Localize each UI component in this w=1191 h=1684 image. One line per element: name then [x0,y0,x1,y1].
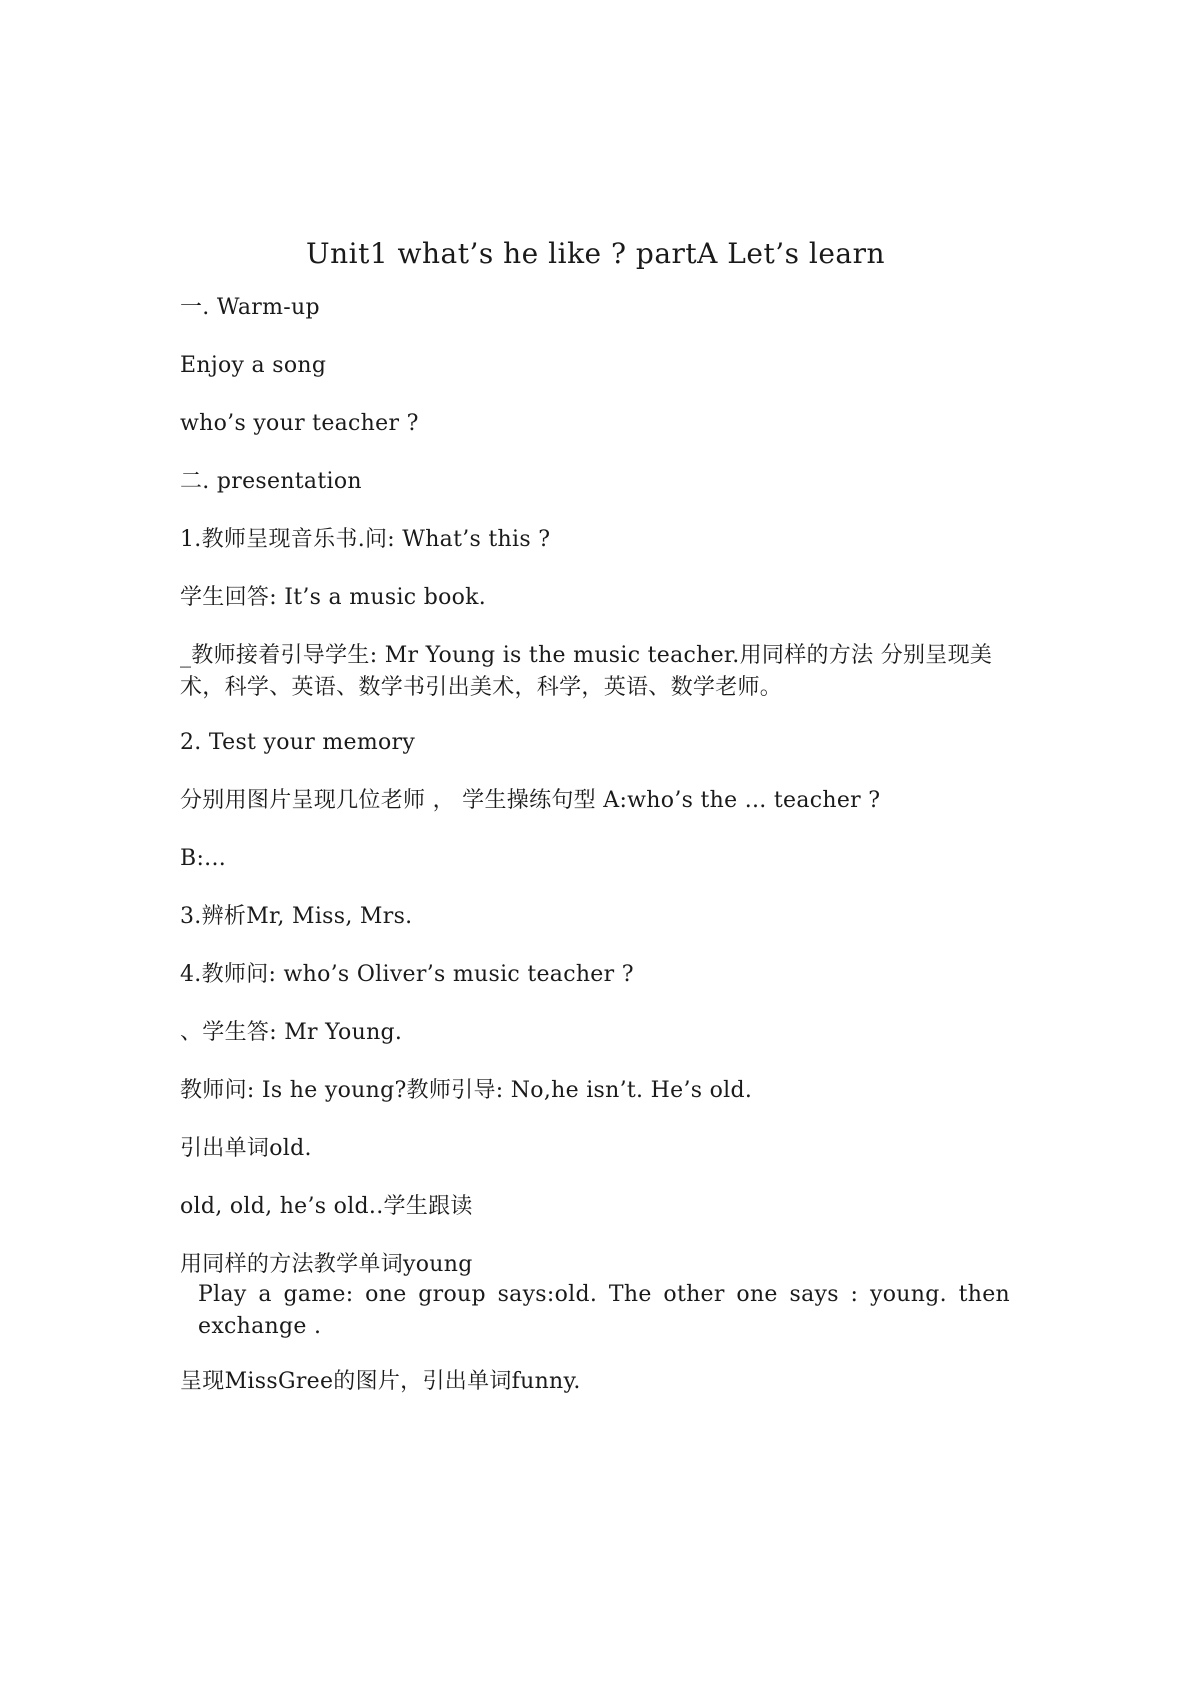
section-heading-presentation: 二. presentation [180,469,362,494]
text-paragraph: Play a game: one group says:old. The other one says : young. then exchange . [198,1282,1010,1339]
text-line: 呈现MissGree的图片，引出单词funny. [180,1369,581,1394]
page-title: Unit1 what’s he like ? partA Let’s learn [305,237,886,270]
text-line: Enjoy a song [180,353,327,378]
text-line: 4.教师问: who’s Oliver’s music teacher ? [180,962,634,987]
text-line: 用同样的方法教学单词young [180,1252,473,1277]
section-heading-warmup: 一. Warm-up [180,295,320,320]
text-line: 分别用图片呈现几位老师 ， 学生操练句型 A:who’s the ... teacher ? [180,788,881,813]
text-line: 1.教师呈现音乐书.问: What’s this ? [180,527,551,552]
text-line: 3.辨析Mr, Miss, Mrs. [180,904,413,929]
text-line: 学生回答: It’s a music book. [180,585,487,610]
text-line: 引出单词old. [180,1136,312,1161]
text-line: who’s your teacher ? [180,411,419,436]
text-line: B:... [180,846,227,871]
text-line: 、学生答: Mr Young. [180,1020,403,1045]
text-line: 2. Test your memory [180,730,416,755]
text-line: old, old, he’s old..学生跟读 [180,1194,473,1219]
text-line: 教师问: Is he young?教师引导: No,he isn’t. He’s old. [180,1078,753,1103]
text-paragraph: _教师接着引导学生: Mr Young is the music teacher.用同样的方法 分别呈现美术，科学、英语、数学书引出美术，科学，英语、数学老师。 [180,643,993,700]
